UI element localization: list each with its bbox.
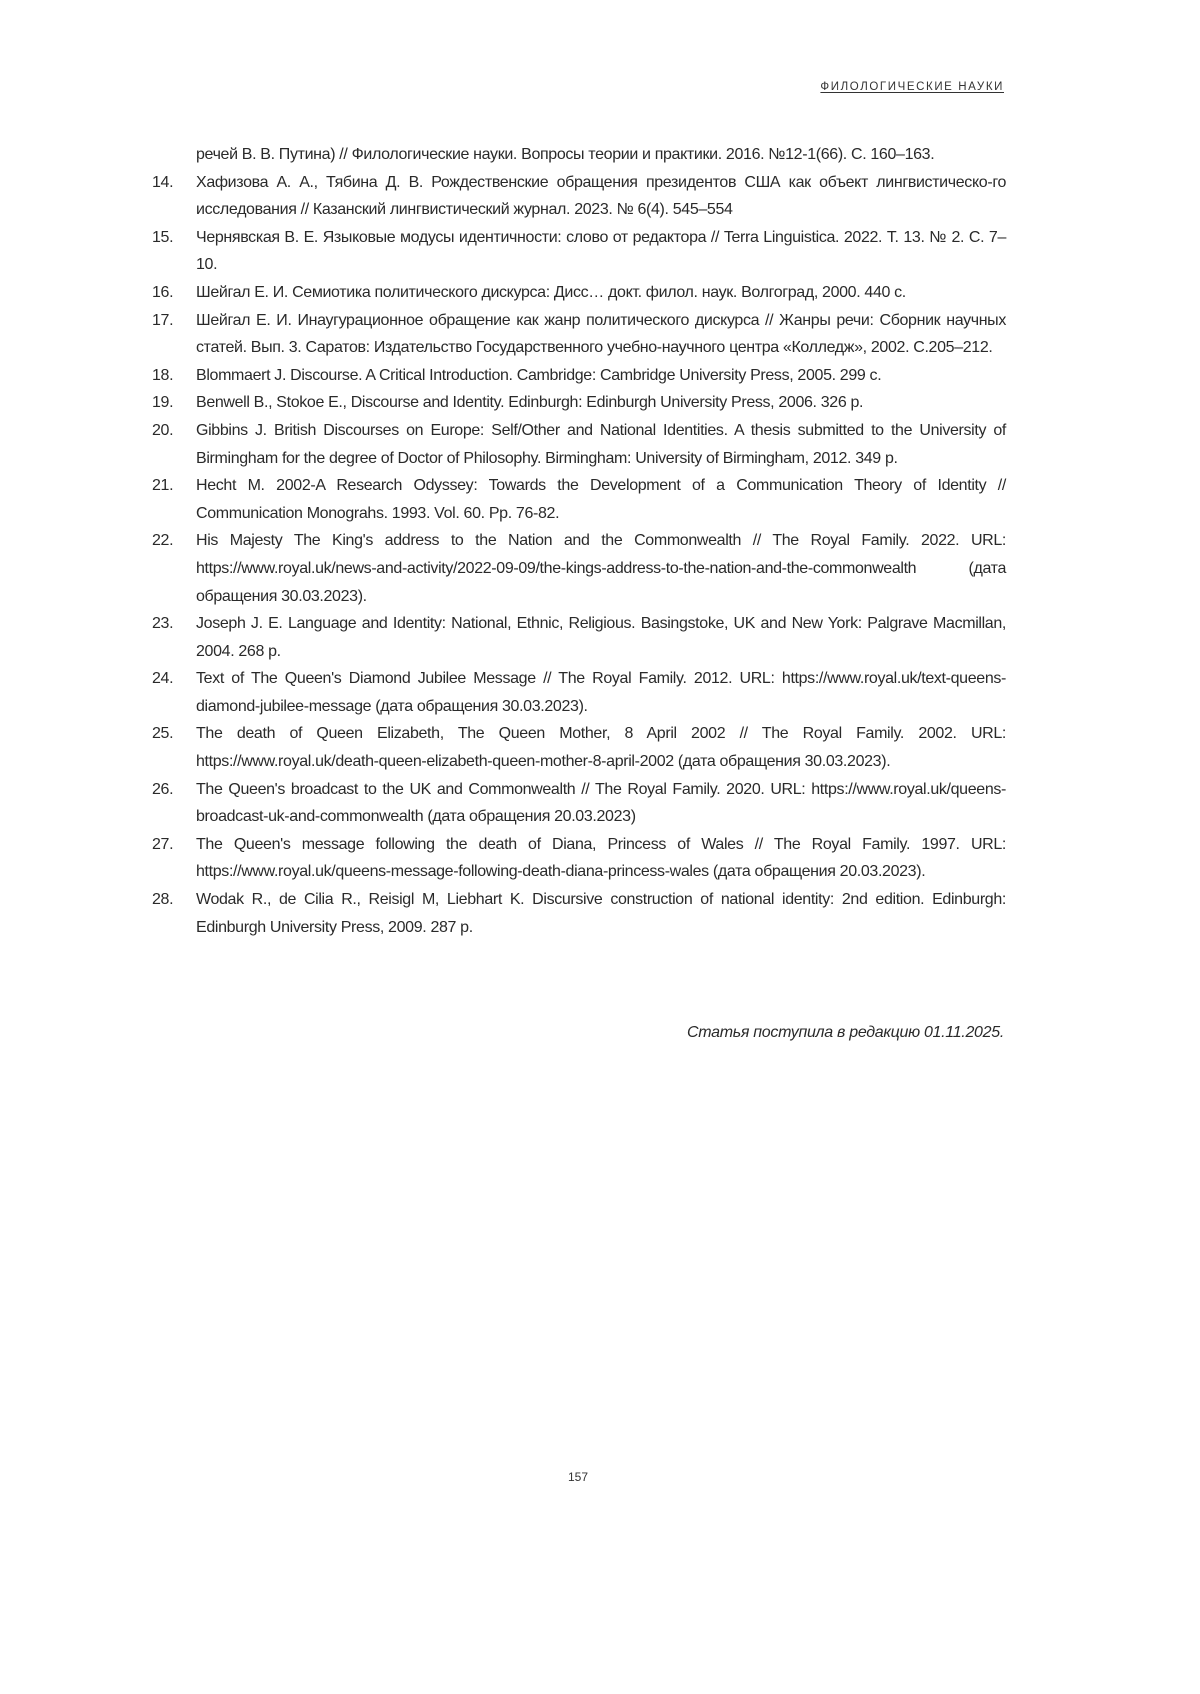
reference-item — [152, 224, 1006, 279]
reference-number: 21. — [152, 477, 174, 495]
reference-item — [152, 886, 1006, 941]
reference-item — [152, 169, 1006, 224]
reference-item — [152, 472, 1006, 527]
reference-item — [152, 362, 1006, 390]
reference-item — [152, 307, 1006, 362]
reference-number: 22. — [152, 532, 174, 550]
reference-text: Blommaert J. Discourse. A Critical Introduction. Cambridge: Cambridge University Press, 2005. 299 с. — [196, 366, 882, 384]
reference-text: Шейгал Е. И. Инаугурационное обращение как жанр политического дискурса // Жанры речи: Сборник научных статей. Вып. 3. Саратов: Издательство Государственного учебно-научного центра «Колледж», 2002. С.205–212. — [196, 311, 1006, 357]
received-date-note: Статья поступила в редакцию 01.11.2025. — [687, 1024, 1004, 1041]
reference-text: Шейгал Е. И. Семиотика политического дискурса: Дисс… докт. филол. наук. Волгоград, 2000. 440 с. — [196, 283, 906, 301]
reference-item — [152, 389, 1006, 417]
reference-number: 18. — [152, 366, 174, 384]
reference-item — [152, 665, 1006, 720]
reference-item — [152, 776, 1006, 831]
reference-text: Hecht M. 2002-A Research Odyssey: Towards the Development of a Communication Theory of Identity // Communication Monograhs. 1993. Vol. 60. Pp. 76-82. — [196, 477, 1006, 522]
reference-item — [152, 720, 1006, 775]
reference-text: Хафизова А. А., Тябина Д. В. Рождественские обращения президентов США как объект лингвистическо-го исследования // Казанский лингвистический журнал. 2023. № 6(4). 545–554 — [196, 173, 1006, 219]
reference-number: 17. — [152, 311, 174, 329]
reference-text: Wodak R., de Cilia R., Reisigl M, Liebhart K. Discursive construction of national identity: 2nd edition. Edinburgh: Edinburgh University Press, 2009. 287 p. — [196, 891, 1006, 936]
reference-text: The Queen's broadcast to the UK and Commonwealth // The Royal Family. 2020. URL: https://www.royal.uk/queens-broadcast-uk-and-commonwealth (дата обращения 20.03.2023) — [196, 780, 1006, 826]
reference-item — [152, 417, 1006, 472]
reference-number: 23. — [152, 615, 174, 633]
reference-number: 15. — [152, 228, 174, 246]
running-header: ФИЛОЛОГИЧЕСКИЕ НАУКИ — [820, 81, 1004, 93]
reference-text: Gibbins J. British Discourses on Europe: Self/Other and National Identities. A thesis submitted to the University of Birmingham for the degree of Doctor of Philosophy. Birmingham: University of Birmingham, 2012. 349 p. — [196, 421, 1006, 467]
reference-text: Benwell B., Stokoe E., Discourse and Identity. Edinburgh: Edinburgh University Press, 2006. 326 p. — [196, 394, 864, 412]
reference-continuation: речей В. В. Путина) // Филологические науки. Вопросы теории и практики. 2016. №12-1(66). С. 160–163. — [196, 146, 935, 163]
reference-item — [152, 610, 1006, 665]
reference-text: The death of Queen Elizabeth, The Queen Mother, 8 April 2002 // The Royal Family. 2002. URL: https://www.royal.uk/death-queen-elizabeth-queen-mother-8-april-2002 (дата обращения 30.03.2023). — [196, 725, 1006, 771]
reference-number: 14. — [152, 173, 174, 191]
reference-text: The Queen's message following the death of Diana, Princess of Wales // The Royal Family. 1997. URL: https://www.royal.uk/queens-message-following-death-diana-princess-wales (дата обращения 20.03.2023). — [196, 835, 1006, 881]
reference-number: 24. — [152, 670, 174, 688]
reference-number: 16. — [152, 283, 174, 301]
reference-text: Text of The Queen's Diamond Jubilee Message // The Royal Family. 2012. URL: https://www.royal.uk/text-queens-diamond-jubilee-message (дата обращения 30.03.2023). — [196, 670, 1006, 715]
reference-list — [152, 141, 1006, 941]
reference-number: 28. — [152, 891, 174, 909]
page-number: 157 — [567, 1470, 589, 1484]
reference-item — [152, 831, 1006, 886]
reference-number: 27. — [152, 835, 174, 853]
reference-text: His Majesty The King's address to the Nation and the Commonwealth // The Royal Family. 2022. URL: https://www.royal.uk/news-and-activity/2022-09-09/the-kings-address-to-the-nation-and-the-commonwealth (дата обращения 30.03.2023). — [196, 532, 1006, 605]
reference-number: 20. — [152, 421, 174, 439]
reference-item — [152, 527, 1006, 610]
reference-number: 19. — [152, 394, 174, 412]
reference-number: 25. — [152, 725, 174, 743]
reference-text: Чернявская В. Е. Языковые модусы идентичности: слово от редактора // Terra Linguistica. 2022. Т. 13. № 2. С. 7–10. — [196, 228, 1006, 274]
reference-item — [152, 279, 1006, 307]
reference-number: 26. — [152, 780, 174, 798]
reference-text: Joseph J. E. Language and Identity: National, Ethnic, Religious. Basingstoke, UK and New York: Palgrave Macmillan, 2004. 268 p. — [196, 615, 1006, 660]
